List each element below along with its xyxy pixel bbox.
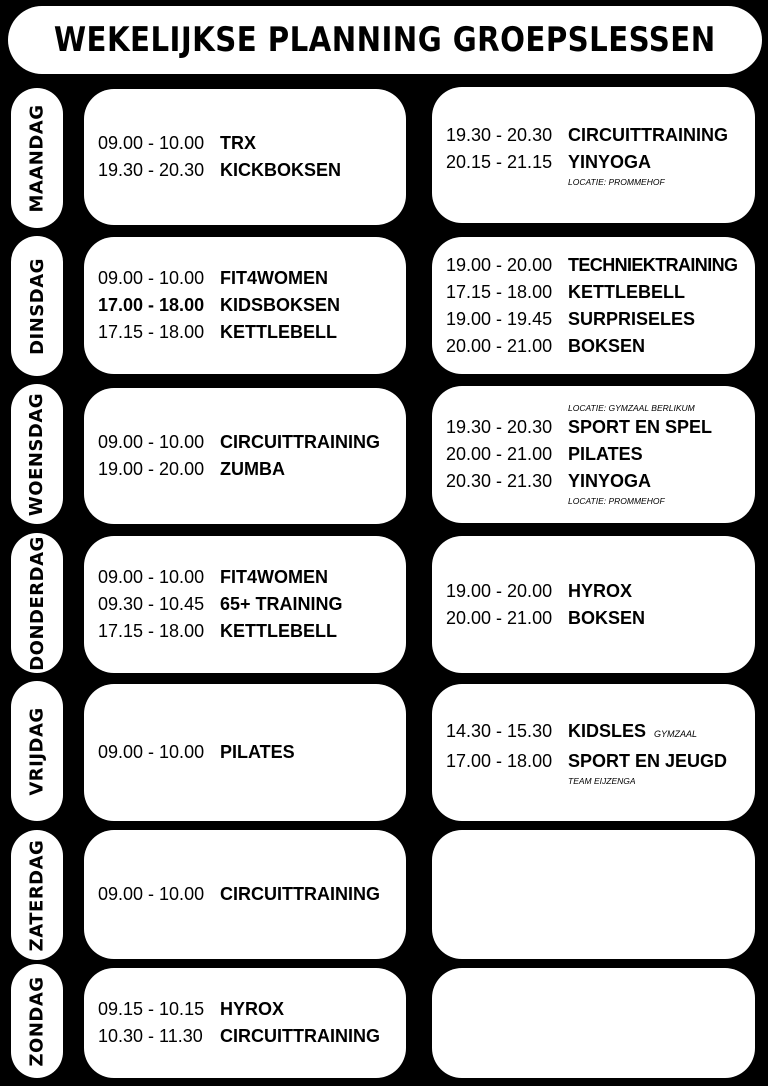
maandag-left-panel [84,89,406,225]
woensdag-right-panel [432,386,755,523]
woensdag-left-panel [84,388,406,524]
location-note: LOCATIE: PROMMEHOF [568,177,665,187]
schedule-row: 09.00 - 10.00 FIT4WOMEN [98,268,328,288]
schedule-row: 20.00 - 21.00 PILATES [446,444,643,464]
vrijdag-right-panel [432,684,755,821]
day-label-maandag: MAANDAG [11,88,63,228]
schedule-row: 17.00 - 18.00 KIDSBOKSEN [98,295,341,315]
page-title-text: WEKELIJKSE PLANNING GROEPSLESSEN [54,20,716,60]
schedule-row: 09.15 - 10.15 HYROX [98,999,285,1019]
schedule-row: 20.00 - 21.00 BOKSEN [446,607,646,628]
maandag-right-panel [432,87,755,223]
schedule-row: 19.30 - 20.30 CIRCUITTRAINING [446,125,728,145]
day-label-zondag: ZONDAG [11,964,63,1078]
donderdag-right-panel [432,536,755,673]
day-label-woensdag: WOENSDAG [11,384,63,524]
schedule-row: 19.00 - 20.00 ZUMBA [98,459,285,479]
location-note: LOCATIE: PROMMEHOF [568,496,665,506]
location-tag: GYMZAAL [654,729,698,739]
schedule-row: 17.00 - 18.00 SPORT EN JEUGD [446,751,728,771]
dinsdag-right-panel [432,237,755,374]
donderdag-left-panel [84,536,406,673]
zondag-left-panel [84,968,406,1078]
schedule-row: 19.30 - 20.30 SPORT EN SPEL [446,417,713,437]
location-note: LOCATIE: GYMZAAL BERLIKUM [568,403,695,413]
schedule-row: 09.30 - 10.45 65+ TRAINING [98,594,343,614]
dinsdag-left-panel [84,237,406,374]
schedule-row: 20.00 - 21.00 BOKSEN [446,335,646,356]
schedule-row: 19.00 - 19.45 SURPRISELES [446,308,696,329]
page-title [8,6,762,74]
zaterdag-left-panel [84,830,406,959]
schedule-row: 19.30 - 20.30 KICKBOKSEN [98,160,342,180]
day-label-donderdag: DONDERDAG [11,533,63,673]
schedule-row: 19.00 - 20.00 HYROX [446,580,633,601]
schedule-row: 20.15 - 21.15 YINYOGA [446,152,652,172]
schedule-row: 10.30 - 11.30 CIRCUITTRAINING [98,1026,380,1046]
day-label-vrijdag: VRIJDAG [11,681,63,821]
schedule-row: 09.00 - 10.00 PILATES [98,742,295,762]
zondag-right-panel [432,968,755,1078]
zaterdag-right-panel [432,830,755,959]
schedule-row: 17.15 - 18.00 KETTLEBELL [98,621,337,641]
schedule-row: 17.15 - 18.00 KETTLEBELL [446,281,685,302]
schedule-row: 20.30 - 21.30 YINYOGA [446,471,652,491]
day-label-dinsdag: DINSDAG [11,236,63,376]
schedule-row: 09.00 - 10.00 CIRCUITTRAINING [98,884,380,904]
schedule-row: 17.15 - 18.00 KETTLEBELL [98,322,337,342]
schedule-row: 09.00 - 10.00 TRX [98,133,256,153]
team-note: TEAM EIJZENGA [568,776,636,786]
day-label-zaterdag: ZATERDAG [11,830,63,960]
schedule-row: 19.00 - 20.00 TECHNIEKTRAINING [446,254,738,275]
schedule-row: 14.30 - 15.30 KIDSLES GYMZAAL [446,718,755,748]
schedule-row: 09.00 - 10.00 CIRCUITTRAINING [98,432,380,452]
schedule-row: 09.00 - 10.00 FIT4WOMEN [98,567,328,587]
vrijdag-left-panel [84,684,406,821]
